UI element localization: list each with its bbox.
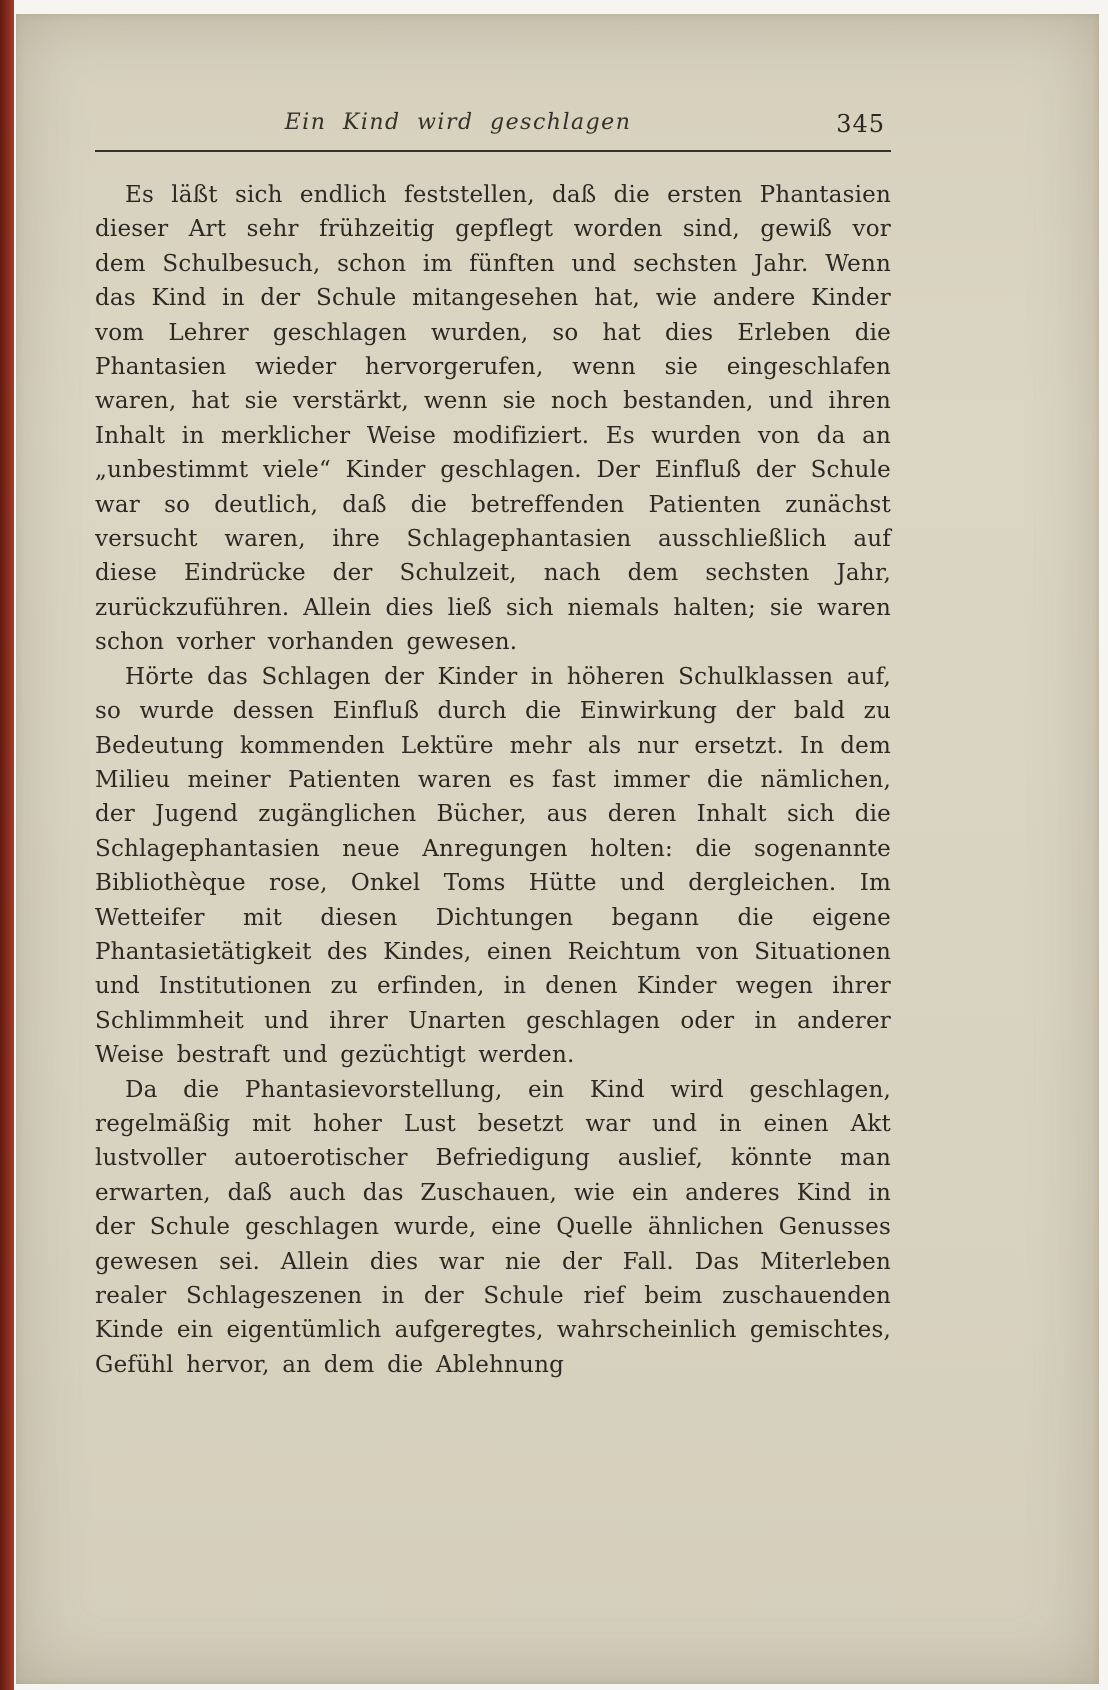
header-rule bbox=[95, 150, 891, 152]
running-title: Ein Kind wird geschlagen bbox=[284, 110, 632, 135]
paragraph: Hörte das Schlagen der Kinder in höheren Schulklassen auf, so wurde dessen Einfluß durch die Einwirkung der bald zu Bedeutung kommenden Lektüre mehr als nur ersetzt. In dem Milieu meiner Patienten waren es fast immer die nämlichen, der Jugend zugänglichen Bücher, aus deren Inhalt sich die Schlagephantasien neue Anregungen holten: die sogenannte Bibliothèque rose, Onkel Toms Hütte und dergleichen. Im Wetteifer mit diesen Dichtungen begann die eigene Phantasietätigkeit des Kindes, einen Reichtum von Situationen und Institutionen zu erfinden, in denen Kinder wegen ihrer Schlimmheit und ihrer Unarten geschlagen oder in anderer Weise bestraft und gezüchtigt werden. bbox=[95, 663, 891, 1069]
scanned-page bbox=[16, 14, 1099, 1684]
body-text bbox=[95, 178, 891, 1382]
running-header bbox=[95, 110, 891, 150]
book-binding-edge bbox=[0, 0, 14, 1690]
paragraph: Da die Phantasievorstellung, ein Kind wird geschlagen, regelmäßig mit hoher Lust besetzt war und in einen Akt lustvoller autoerotischer Befriedigung auslief, könnte man erwarten, daß auch das Zuschauen, wie ein anderes Kind in der Schule geschlagen wurde, eine Quelle ähnlichen Genusses gewesen sei. Allein dies war nie der Fall. Das Miterleben realer Schlageszenen in der Schule rief beim zuschauenden Kinde ein eigentümlich aufgeregtes, wahrscheinlich gemischtes, Gefühl hervor, an dem die Ablehnung bbox=[95, 1076, 891, 1378]
text-block bbox=[95, 110, 891, 1382]
page-number: 345 bbox=[836, 110, 885, 138]
paragraph: Es läßt sich endlich feststellen, daß die ersten Phantasien dieser Art sehr frühzeitig gepflegt worden sind, gewiß vor dem Schulbesuch, schon im fünften und sechsten Jahr. Wenn das Kind in der Schule mitangesehen hat, wie andere Kinder vom Lehrer geschlagen wurden, so hat dies Erleben die Phantasien wieder hervorgerufen, wenn sie eingeschlafen waren, hat sie verstärkt, wenn sie noch bestanden, und ihren Inhalt in merklicher Weise modifiziert. Es wurden von da an „unbestimmt viele“ Kinder geschlagen. Der Einfluß der Schule war so deutlich, daß die betreffenden Patienten zunächst versucht waren, ihre Schlagephantasien ausschließlich auf diese Eindrücke der Schulzeit, nach dem sechsten Jahr, zurückzuführen. Allein dies ließ sich niemals halten; sie waren schon vorher vorhanden gewesen. bbox=[95, 182, 891, 656]
